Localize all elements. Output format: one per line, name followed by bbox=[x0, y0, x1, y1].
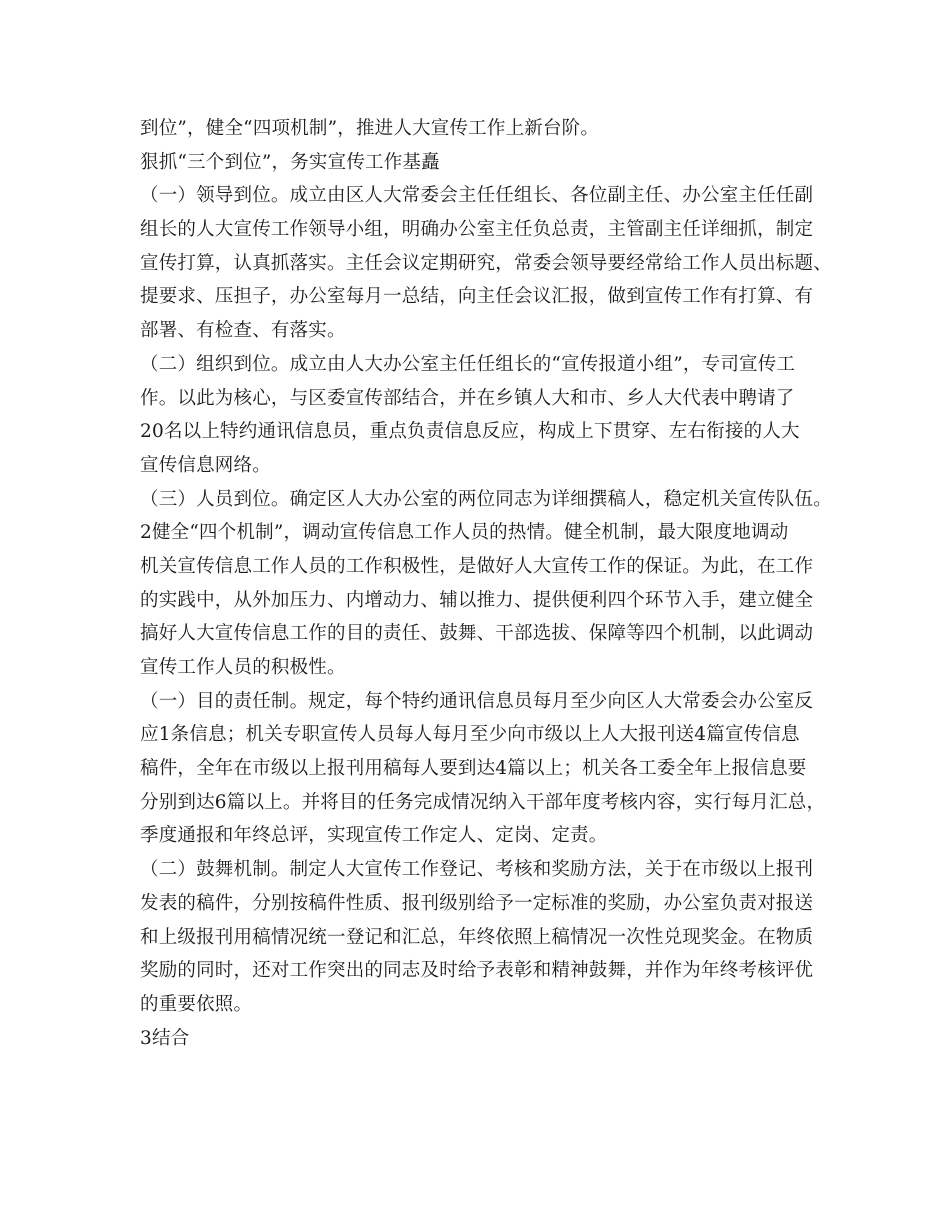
text-line: 20名以上特约通讯信息员，重点负责信息反应，构成上下贯穿、左右衔接的人大 bbox=[140, 421, 800, 443]
text-line: 的重要依照。 bbox=[140, 993, 253, 1015]
text-line: 搞好人大宣传信息工作的目的责任、鼓舞、干部选拔、保障等四个机制，以此调动 bbox=[140, 623, 814, 645]
text-line: 组长的人大宣传工作领导小组，明确办公室主任负总责，主管副主任详细抓，制定 bbox=[140, 219, 814, 241]
text-line: 奖励的同时，还对工作突出的同志及时给予表彰和精神鼓舞，并作为年终考核评优 bbox=[140, 960, 814, 982]
text-line: （一）领导到位。成立由区人大常委会主任任组长、各位副主任、办公室主任任副 bbox=[140, 185, 814, 207]
text-line: 到位”，健全“四项机制”，推进人大宣传工作上新台阶。 bbox=[140, 118, 600, 139]
section-heading: 狠抓“三个到位”，务实宣传工作基矗 bbox=[140, 151, 440, 173]
text-line: （二）鼓舞机制。制定人大宣传工作登记、考核和奖励方法，关于在市级以上报刊 bbox=[140, 859, 814, 881]
text-line: （三）人员到位。确定区人大办公室的两位同志为详细撰稿人，稳定机关宣传队伍。 bbox=[140, 488, 832, 510]
text-line: 的实践中，从外加压力、内增动力、辅以推力、提供便利四个环节入手，建立健全 bbox=[140, 589, 814, 611]
text-line: 部署、有检查、有落实。 bbox=[140, 320, 346, 342]
section-heading: 2健全“四个机制”，调动宣传信息工作人员的热情。健全机制，最大限度地调动 bbox=[140, 522, 789, 544]
text-line: 作。以此为核心，与区委宣传部结合，并在乡镇人大和市、乡人大代表中聘请了 bbox=[140, 387, 795, 409]
text-line: （一）目的责任制。规定，每个特约通讯信息员每月至少向区人大常委会办公室反 bbox=[140, 690, 814, 712]
text-line: 发表的稿件，分别按稿件性质、报刊级别给予一定标准的奖励，办公室负责对报送 bbox=[140, 892, 814, 914]
text-line: 季度通报和年终总评，实现宣传工作定人、定岗、定责。 bbox=[140, 825, 608, 847]
document-body bbox=[140, 112, 830, 1055]
text-line: 宣传工作人员的积极性。 bbox=[140, 657, 346, 678]
text-line: （二）组织到位。成立由人大办公室主任任组长的“宣传报道小组”，专司宣传工 bbox=[140, 353, 796, 375]
text-line: 应1条信息；机关专职宣传人员每人每月至少向市级以上人大报刊送4篇宣传信息 bbox=[140, 724, 800, 746]
text-line: 稿件，全年在市级以上报刊用稿每人要到达4篇以上；机关各工委全年上报信息要 bbox=[140, 758, 807, 780]
text-line: 宣传打算，认真抓落实。主任会议定期研究，常委会领导要经常给工作人员出标题、 bbox=[140, 252, 832, 274]
text-line: 和上级报刊用稿情况统一登记和汇总，年终依照上稿情况一次性兑现奖金。在物质 bbox=[140, 926, 814, 948]
text-line: 宣传信息网络。 bbox=[140, 454, 271, 476]
text-line: 机关宣传信息工作人员的工作积极性，是做好人大宣传工作的保证。为此，在工作 bbox=[140, 555, 814, 577]
text-line: 分别到达6篇以上。并将目的任务完成情况纳入干部年度考核内容，实行每月汇总， bbox=[140, 791, 826, 813]
section-heading: 3结合 bbox=[140, 1027, 190, 1049]
text-line: 提要求、压担子，办公室每月一总结，向主任会议汇报，做到宣传工作有打算、有 bbox=[140, 286, 814, 308]
